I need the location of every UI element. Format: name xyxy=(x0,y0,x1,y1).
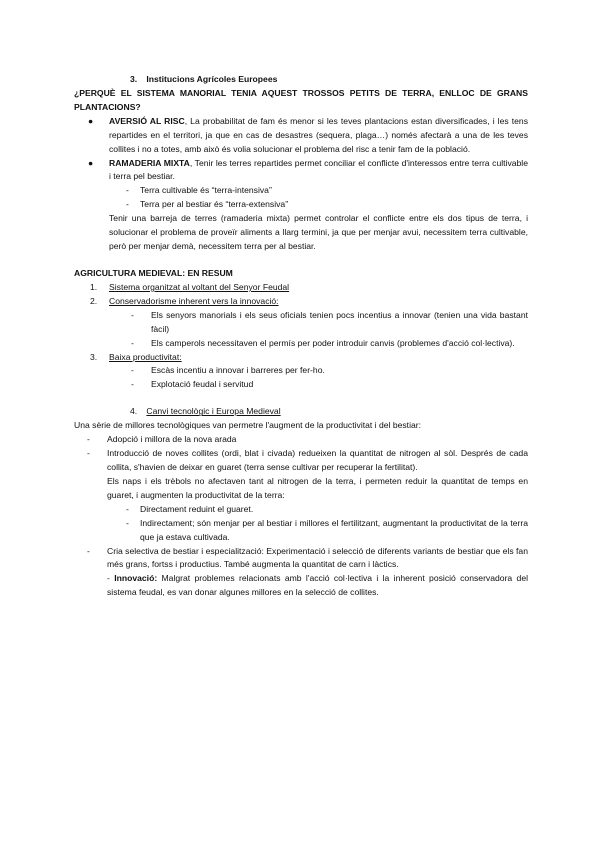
dash-marker: - xyxy=(87,545,90,556)
dash-marker: - xyxy=(87,448,90,459)
dash-marker: - xyxy=(126,185,129,196)
list-item: - Explotació feudal i servitud xyxy=(131,378,528,392)
list-item: - Els senyors manorials i els seus oficials tenien pocs incentius a innovar (tenien una vida bastant fàcil) xyxy=(131,309,528,337)
summary-item-2: 2. Conservadorisme inherent vers la innovació: xyxy=(90,295,279,306)
innovacio-paragraph: - Innovació: Malgrat problemes relacionats amb l'acció col·lectiva i la inherent posició conservadora del sistema feudal, es van donar algunes millores en la selecció de collites. xyxy=(107,573,529,598)
section-3-number: 3. xyxy=(130,74,138,84)
document-page xyxy=(74,73,528,600)
summary-item-3: 3. Baixa productivitat: xyxy=(90,351,182,362)
bullet-ramaderia-text: , Tenir les terres repartides permet conciliar el conflicte d'interessos entre terra cultivable i terra pel bestiar. xyxy=(109,157,528,182)
list-item: - Directament reduint el guaret. xyxy=(126,503,528,517)
section-4-heading xyxy=(74,405,528,419)
bullet-aversio xyxy=(88,115,528,157)
dash-marker: - xyxy=(131,379,134,390)
bullet-ramaderia xyxy=(88,157,528,185)
list-item: - Els camperols necessitaven el permís per poder introduir canvis (problemes d'acció col·lectiva). xyxy=(131,337,528,351)
bullet-dot-icon: ● xyxy=(88,157,94,168)
summary-heading: AGRICULTURA MEDIEVAL: EN RESUM xyxy=(74,267,233,278)
list-item: - Escàs incentiu a innovar i barreres per fer-ho. xyxy=(131,364,528,378)
list-item: - Terra per al bestiar és “terra-extensiva” xyxy=(126,198,528,212)
dash-marker: - xyxy=(131,337,134,348)
section-3-heading xyxy=(74,73,528,87)
list-item: - Terra cultivable és “terra-intensiva” xyxy=(126,184,528,198)
bullet-dot-icon: ● xyxy=(88,115,94,126)
list-item: - Adopció i millora de la nova arada xyxy=(87,433,528,447)
ramaderia-conclusion: Tenir una barreja de terres (ramaderia mixta) permet controlar el conflicte entre els dos tipus de terra, i solucionar el problema de proveïr aliments a llarg termini, ja que per menjar avui, necessitem terra cultivable, però per menjar demà, necessitem terra per al bestiar. xyxy=(109,213,528,252)
section-3-title: Institucions Agrícoles Europees xyxy=(146,74,278,84)
bullet-ramaderia-title: RAMADERIA MIXTA xyxy=(109,157,190,168)
summary-item-1: 1. Sistema organitzat al voltant del Senyor Feudal xyxy=(90,281,290,292)
bullet-aversio-title: AVERSIÓ AL RISC xyxy=(109,115,185,126)
dash-marker: - xyxy=(131,365,134,376)
section-4-intro: Una sèrie de millores tecnològiques van permetre l'augment de la productivitat i del bestiar: xyxy=(74,420,422,431)
bullet-aversio-text: , La probabilitat de fam és menor si les teves plantacions estan diversificades, i les tens repartides en el territori, ja que en cas de desastres (sequera, plaga…) només afectarà a una de les teves collites i no a totes, amb això és volia solucionar el problema del risc a tenir fam de la població. xyxy=(109,115,528,154)
list-item: - Indirectament; són menjar per al bestiar i millores el fertilitzant, augmentant la productivitat de la terra que ja estava cultivada. xyxy=(126,517,528,545)
section-3-question: ¿PERQUÈ EL SISTEMA MANORIAL TENIA AQUEST TROSSOS PETITS DE TERRA, ENLLOC DE GRANS PLANTACIONS? xyxy=(74,87,528,112)
dash-marker: - xyxy=(87,434,90,445)
dash-marker: - xyxy=(126,503,129,514)
section-4-number: 4. xyxy=(130,406,138,417)
list-item: - Introducció de noves collites (ordi, blat i civada) redueixen la quantitat de nitrogen al sòl. Després de cada collita, s'havien de deixar en guaret (terra sense cultivar per recuperar la fertilitat). Els naps i els trèbols no afectaven tant al nitrogen de la terra, i permeten reduir la quantitat de temps en guaret, i augmenten la productivitat de la terra: xyxy=(87,447,528,503)
dash-marker: - xyxy=(126,199,129,210)
dash-marker: - xyxy=(131,309,134,320)
section-4-title: Canvi tecnològic i Europa Medieval xyxy=(146,406,281,417)
list-item: - Cria selectiva de bestiar i especialització: Experimentació i selecció de diferents variants de bestiar que els fan més grans, fortss i productius. També augmenta la quantitat de carn i làctics. - Innovació: Malgrat problemes relacionats amb l'acció col·lectiva i la inherent posició conservadora del sistema feudal, es van donar algunes millores en la selecció de collites. xyxy=(87,545,528,601)
dash-marker: - xyxy=(126,517,129,528)
